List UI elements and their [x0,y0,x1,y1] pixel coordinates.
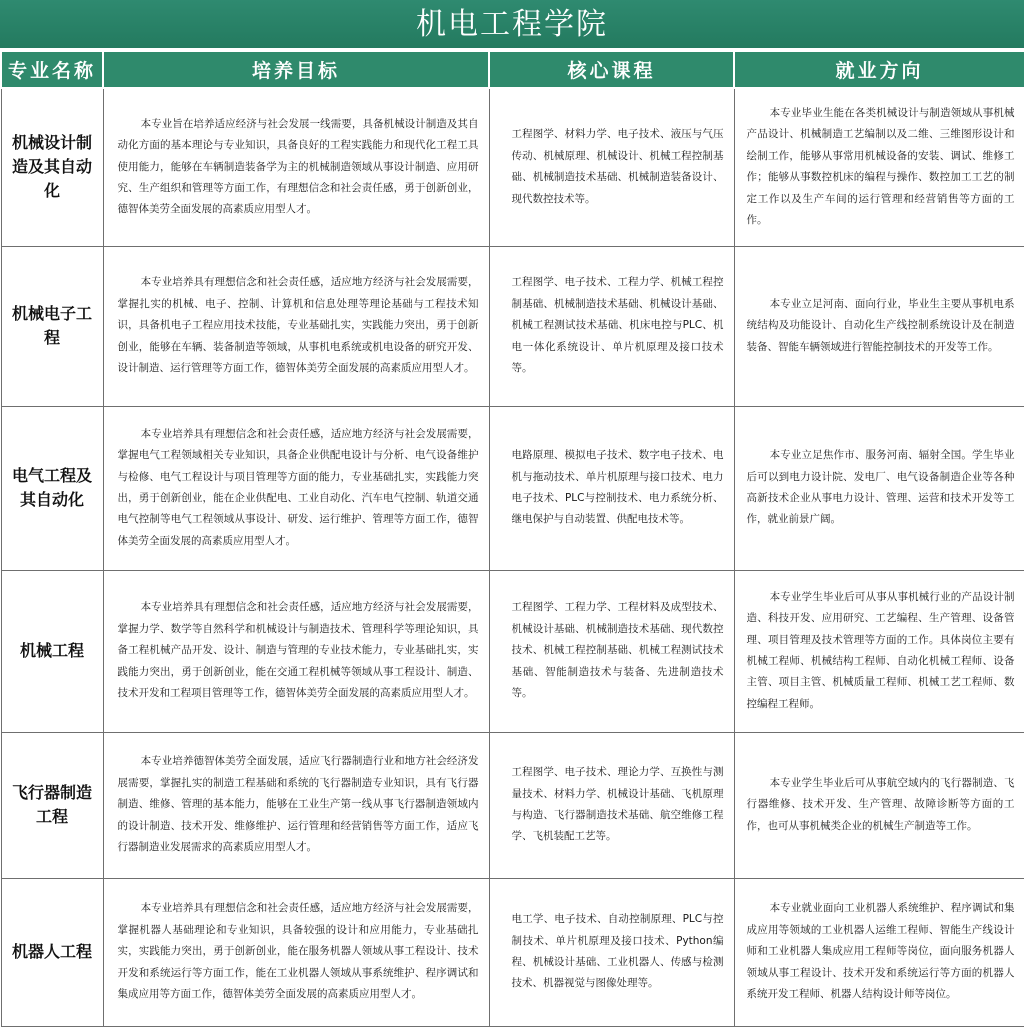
header-goal: 培养目标 [103,51,489,88]
core-courses: 工程图学、材料力学、电子技术、液压与气压传动、机械原理、机械设计、机械工程控制基础、机械制造技术基础、机械制造装备设计、现代数控技术等。 [489,88,734,246]
major-name: 机械设计制造及其自动化 [1,88,103,246]
career-direction: 本专业学生毕业后可从事从事机械行业的产品设计制造、科技开发、应用研究、工艺编程、生产管理、设备管理、项目管理及技术管理等方面的工作。具体岗位主要有机械工程师、机械结构工程师、自动化机械工程师、设备主管、项目主管、机械质量工程师、机械工艺工程师、数控编程工程师。 [734,570,1024,732]
page-title: 机电工程学院 [0,0,1024,50]
training-goal: 本专业培养具有理想信念和社会责任感，适应地方经济与社会发展需要，掌握电气工程领域相关专业知识，具备企业供配电设计与分析、电气设备维护与检修、电气工程设计与项目管理等方面的能力，专业基础扎实，实践能力突出，勇于创新创业，能在企业供配电、工业自动化、汽车电气控制、轨道交通电气控制等电气工程领域从事设计、研发、运行维护、管理等方面工作，德智体美劳全面发展的高素质应用型人才。 [103,406,489,570]
core-courses: 工程图学、电子技术、工程力学、机械工程控制基础、机械制造技术基础、机械设计基础、机械工程测试技术基础、机床电控与PLC、机电一体化系统设计、单片机原理及接口技术等。 [489,246,734,406]
core-courses: 电路原理、模拟电子技术、数字电子技术、电机与拖动技术、单片机原理与接口技术、电力电子技术、PLC与控制技术、电力系统分析、继电保护与自动装置、供配电技术等。 [489,406,734,570]
majors-table [0,50,1024,1027]
training-goal: 本专业培养具有理想信念和社会责任感，适应地方经济与社会发展需要，掌握力学、数学等自然科学和机械设计与制造技术、管理科学等理论知识，具备工程机械产品开发、设计、制造与管理的专业技术能力，专业基础扎实，实践能力突出，勇于创新创业，能在交通工程机械等领域从事工程设计、制造、技术开发和工程项目管理等工作，德智体美劳全面发展的高素质应用型人才。 [103,570,489,732]
training-goal: 本专业旨在培养适应经济与社会发展一线需要，具备机械设计制造及其自动化方面的基本理论与专业知识，具备良好的工程实践能力和现代化工程工具使用能力，能够在车辆制造装备学为主的机械制造领域从事设计制造、应用研究、生产组织和管理等方面工作，有理想信念和社会责任感，勇于创新创业，德智体美劳全面发展的高素质应用型人才。 [103,88,489,246]
header-major: 专业名称 [1,51,103,88]
header-courses: 核心课程 [489,51,734,88]
training-goal: 本专业培养具有理想信念和社会责任感，适应地方经济与社会发展需要，掌握机器人基础理论和专业知识，具备较强的设计和应用能力，专业基础扎实，实践能力突出，勇于创新创业，能在服务机器人领域从事工程设计、技术开发和系统运行等方面工作，能在工业机器人领域从事系统维护、程序调试和集成应用等方面工作，德智体美劳全面发展的高素质应用型人才。 [103,878,489,1026]
table-row [1,878,1024,1026]
major-name: 飞行器制造工程 [1,732,103,878]
career-direction: 本专业毕业生能在各类机械设计与制造领域从事机械产品设计、机械制造工艺编制以及二维、三维图形设计和绘制工作，能够从事常用机械设备的安装、调试、维修工作；能够从事数控机床的编程与操作、数控加工工艺的制定工作以及生产车间的运行管理和经营销售等方面的工作。 [734,88,1024,246]
header-row [1,51,1024,88]
core-courses: 工程图学、电子技术、理论力学、互换性与测量技术、材料力学、机械设计基础、飞机原理与构造、飞行器制造技术基础、航空维修工程学、飞机装配工艺等。 [489,732,734,878]
career-direction: 本专业就业面向工业机器人系统维护、程序调试和集成应用等领域的工业机器人运维工程师、智能生产线设计师和工业机器人集成应用工程师等岗位，面向服务机器人领域从事工程设计、技术开发和系统运行等方面的机器人系统开发工程师、机器人结构设计师等岗位。 [734,878,1024,1026]
career-direction: 本专业立足河南、面向行业，毕业生主要从事机电系统结构及功能设计、自动化生产线控制系统设计及在制造装备、智能车辆领域进行智能控制技术的开发等工作。 [734,246,1024,406]
core-courses: 工程图学、工程力学、工程材料及成型技术、机械设计基础、机械制造技术基础、现代数控技术、机械工程控制基础、机械工程测试技术基础、智能制造技术与装备、先进制造技术等。 [489,570,734,732]
major-name: 电气工程及其自动化 [1,406,103,570]
career-direction: 本专业立足焦作市、服务河南、辐射全国。学生毕业后可以到电力设计院、发电厂、电气设备制造企业等各种高新技术企业从事电力设计、管理、运营和技术开发等工作，就业前景广阔。 [734,406,1024,570]
career-direction: 本专业学生毕业后可从事航空域内的飞行器制造、飞行器维修、技术开发、生产管理、故障诊断等方面的工作，也可从事机械类企业的机械生产制造等工作。 [734,732,1024,878]
table-row [1,732,1024,878]
major-name: 机械工程 [1,570,103,732]
table-row [1,246,1024,406]
header-career: 就业方向 [734,51,1024,88]
table-row [1,570,1024,732]
core-courses: 电工学、电子技术、自动控制原理、PLC与控制技术、单片机原理及接口技术、Python编程、机械设计基础、工业机器人、传感与检测技术、机器视觉与图像处理等。 [489,878,734,1026]
training-goal: 本专业培养德智体美劳全面发展，适应飞行器制造行业和地方社会经济发展需要，掌握扎实的制造工程基础和系统的飞行器制造专业知识，具有飞行器制造、维修、管理的基本能力，能够在工业生产第一线从事飞行器制造领域内的设计制造、技术开发、维修维护、运行管理和经营销售等方面工作，适应飞行器制造业发展需求的高素质应用型人才。 [103,732,489,878]
major-name: 机器人工程 [1,878,103,1026]
table-row [1,88,1024,246]
major-name: 机械电子工程 [1,246,103,406]
training-goal: 本专业培养具有理想信念和社会责任感，适应地方经济与社会发展需要，掌握扎实的机械、电子、控制、计算机和信息处理等理论基础与工程技术知识，具备机电子工程应用技术技能，专业基础扎实，实践能力突出，勇于创新创业，能够在车辆、装备制造等领域，从事机电系统或机电设备的研究开发、设计制造、运行管理等方面工作，德智体美劳全面发展的高素质应用型人才。 [103,246,489,406]
table-row [1,406,1024,570]
